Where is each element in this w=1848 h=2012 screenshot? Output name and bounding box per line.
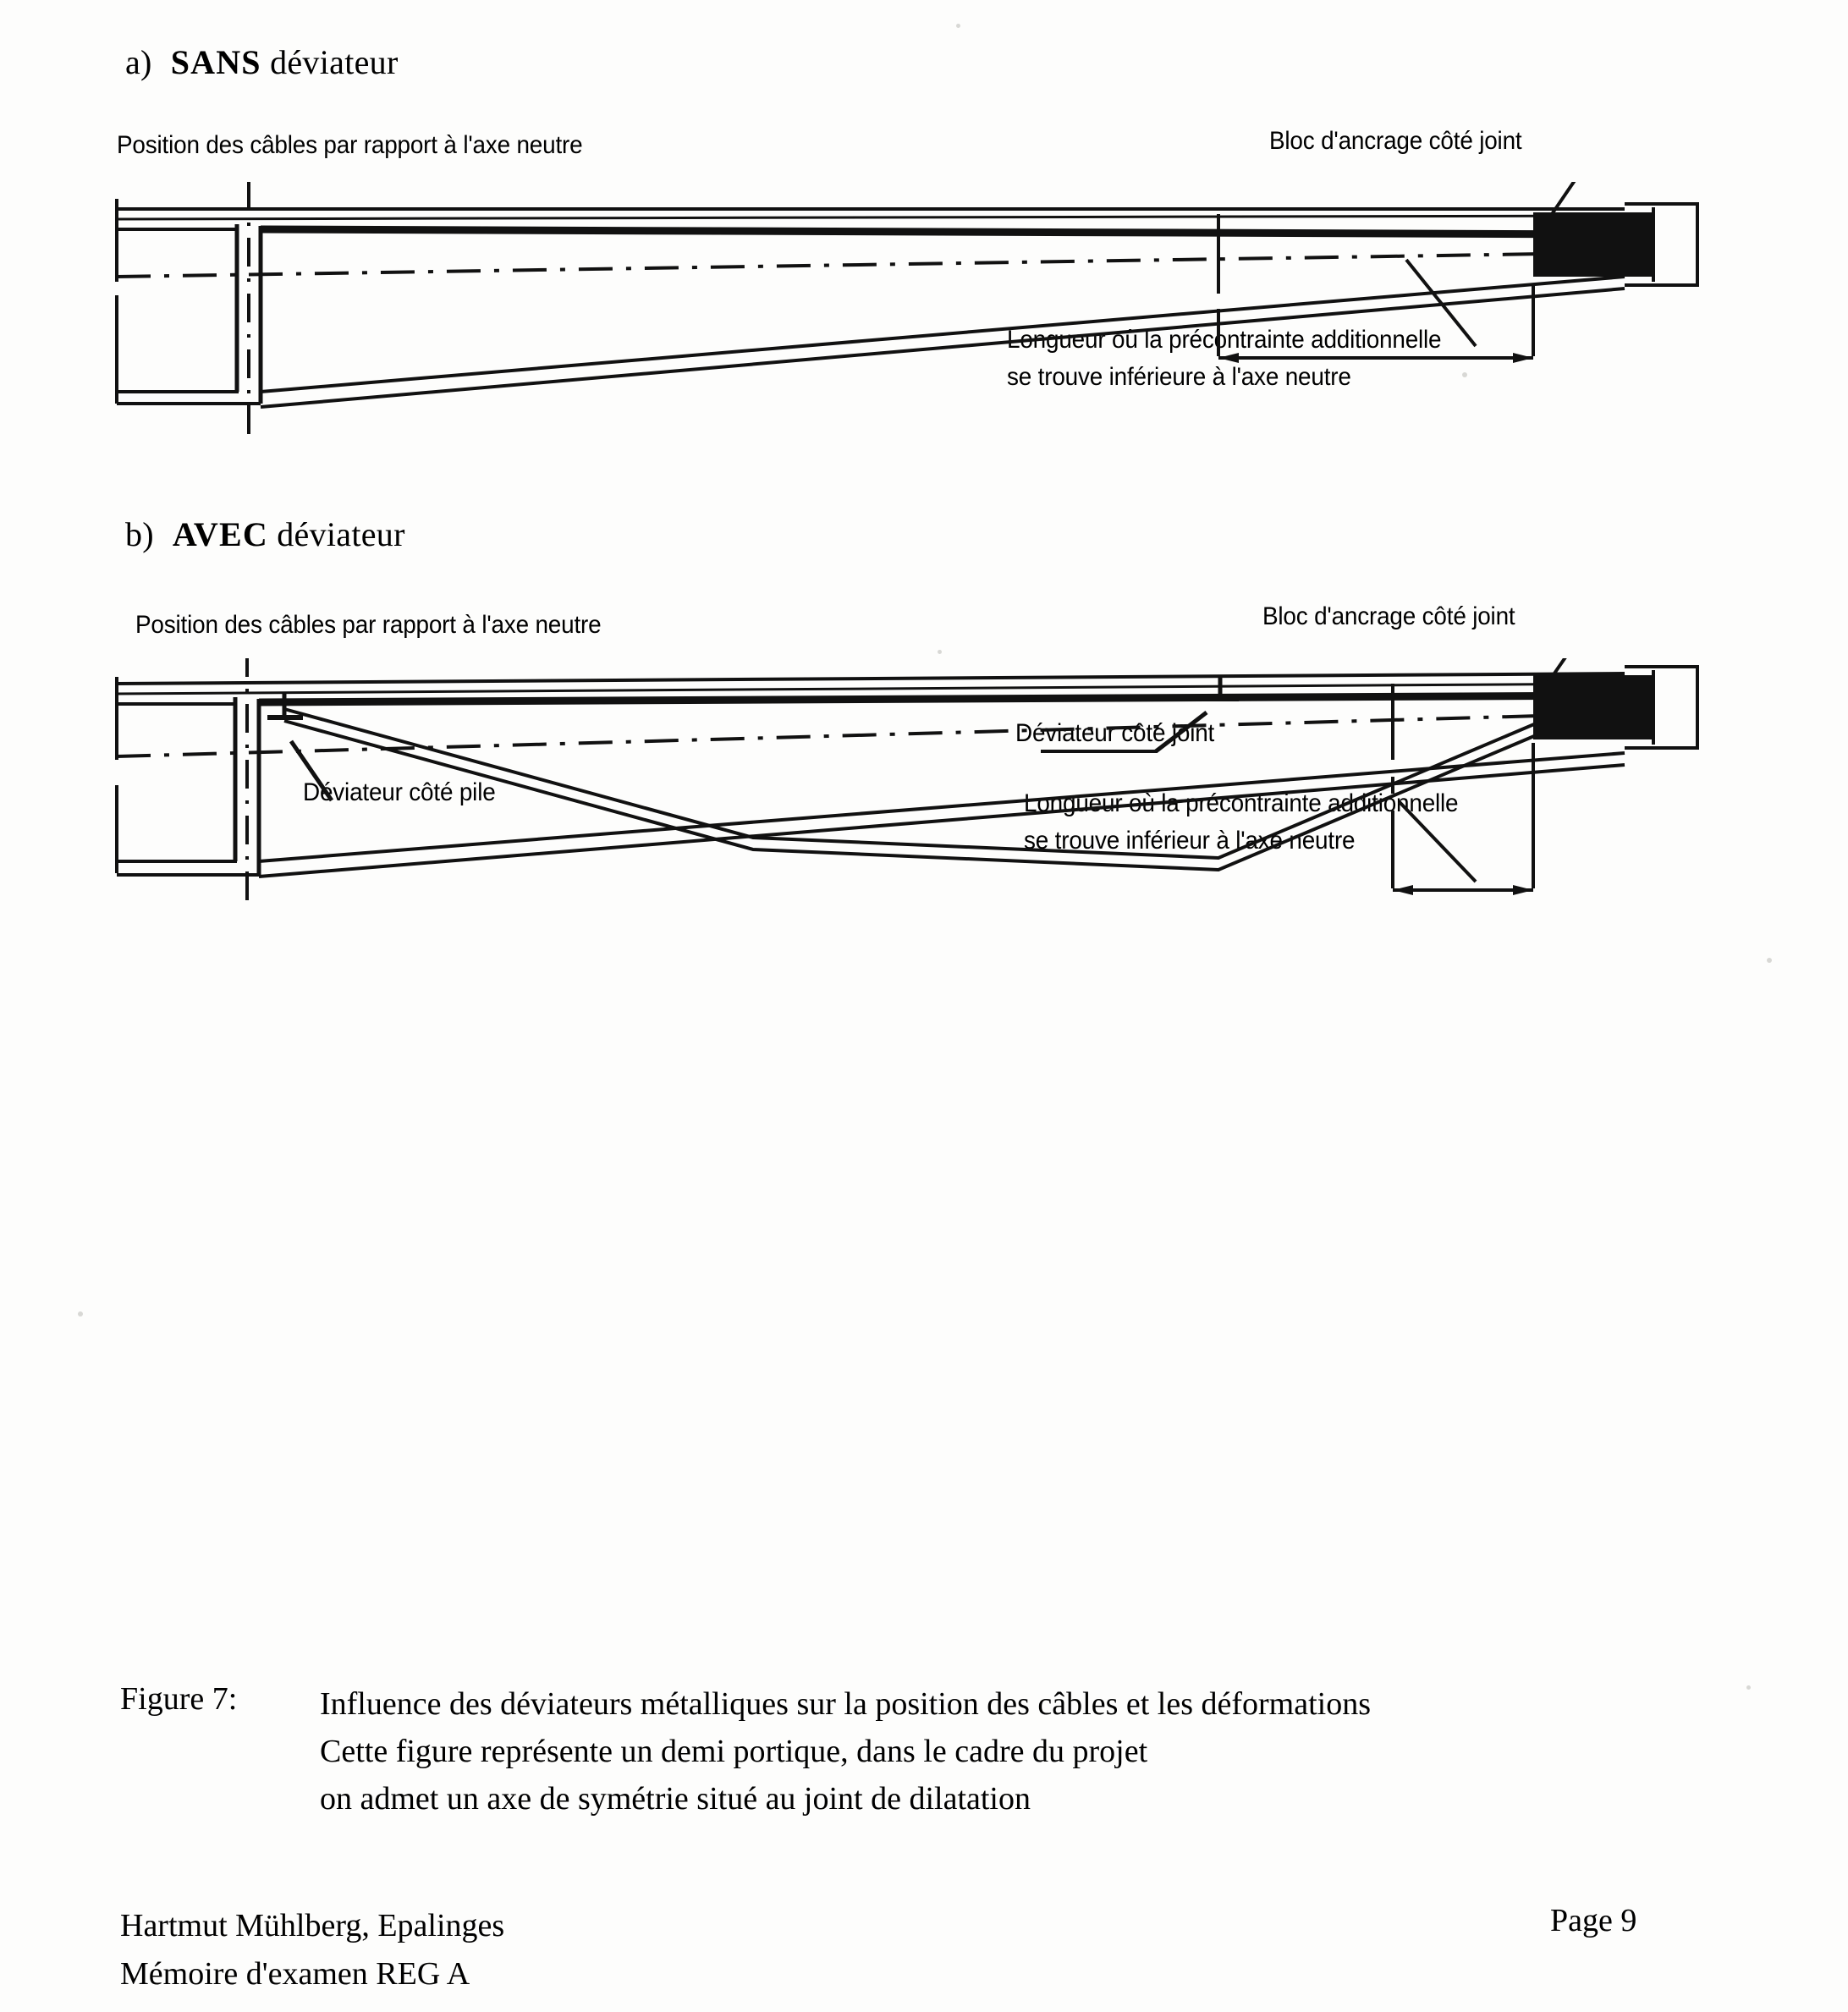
deviator-joint-leader [1156,712,1207,751]
bottom-slab-upper [261,277,1625,392]
dim-arrow-left-a [1218,353,1239,363]
diagram-a-svg [110,182,1701,453]
figure-caption-body [320,1680,1371,1823]
bottom-slab-lower-b [259,765,1625,877]
deck-soffit-main-b [259,695,1625,702]
figure-caption-line3: on admet un axe de symétrie situé au joint de dilatation [320,1781,1031,1817]
label-cable-position-a: Position des câbles par rapport à l'axe neutre [117,131,583,159]
label-length-a-line1: Longueur où la précontrainte additionnelle [1007,326,1442,354]
diagram-avec-deviateur [110,658,1701,929]
footer-line-1: Hartmut Mühlberg, Epalinges [120,1908,505,1943]
section-title-strong-a: SANS [170,43,261,81]
footer-author-block [120,1902,504,1998]
section-heading-b [125,514,405,554]
neutral-axis-line [117,253,1599,277]
figure-caption-label: Figure 7: [120,1681,238,1717]
deck-top-line-b [115,673,1625,684]
diagram-b-svg [110,658,1701,929]
scan-speck [1767,958,1772,963]
diagram-sans-deviateur [110,182,1701,453]
deck-second-line-b [115,684,1625,694]
dim-arrow-left-b [1393,885,1413,895]
label-length-b-line2: se trouve inférieur à l'axe neutre [1024,826,1356,855]
anchor-block-b [1533,675,1653,739]
scan-speck [78,1311,83,1317]
label-deviator-joint: Déviateur côté joint [1015,719,1215,747]
scan-speck [938,650,942,654]
label-length-a-line2: se trouve inférieure à l'axe neutre [1007,362,1351,391]
dim-arrow-right-a [1513,353,1533,363]
anchor-block-a [1533,212,1653,277]
bottom-slab-lower [261,289,1625,407]
label-cable-position-b: Position des câbles par rapport à l'axe neutre [135,611,602,639]
section-heading-a [125,42,399,82]
page-number: Page 9 [1550,1903,1637,1938]
scan-speck [1746,1685,1751,1690]
length-leader-b [1400,802,1476,882]
label-anchor-block-a: Bloc d'ancrage côté joint [1269,127,1522,155]
scan-speck [1462,372,1467,377]
label-anchor-block-b: Bloc d'ancrage côté joint [1262,602,1515,630]
section-title-rest-b: déviateur [277,515,405,553]
figure-caption-line1: Influence des déviateurs métalliques sur la position des câbles et les déformations [320,1686,1372,1722]
footer-line-2: Mémoire d'examen REG A [120,1956,470,1992]
cable-profile-upper-b [284,709,1562,858]
section-marker-b: b) [125,515,154,553]
deck-second-line [115,216,1625,219]
section-title-rest-a: déviateur [270,43,399,81]
section-marker-a: a) [125,43,152,81]
deck-soffit-main [261,229,1625,234]
dim-arrow-right-b [1513,885,1533,895]
section-title-strong-b: AVEC [172,515,268,553]
label-length-b-line1: Longueur où la précontrainte additionnelle [1024,789,1459,817]
scan-speck [956,24,960,28]
label-deviator-pier: Déviateur côté pile [303,778,496,806]
figure-caption-line2: Cette figure représente un demi portique, dans le cadre du projet [320,1734,1148,1770]
